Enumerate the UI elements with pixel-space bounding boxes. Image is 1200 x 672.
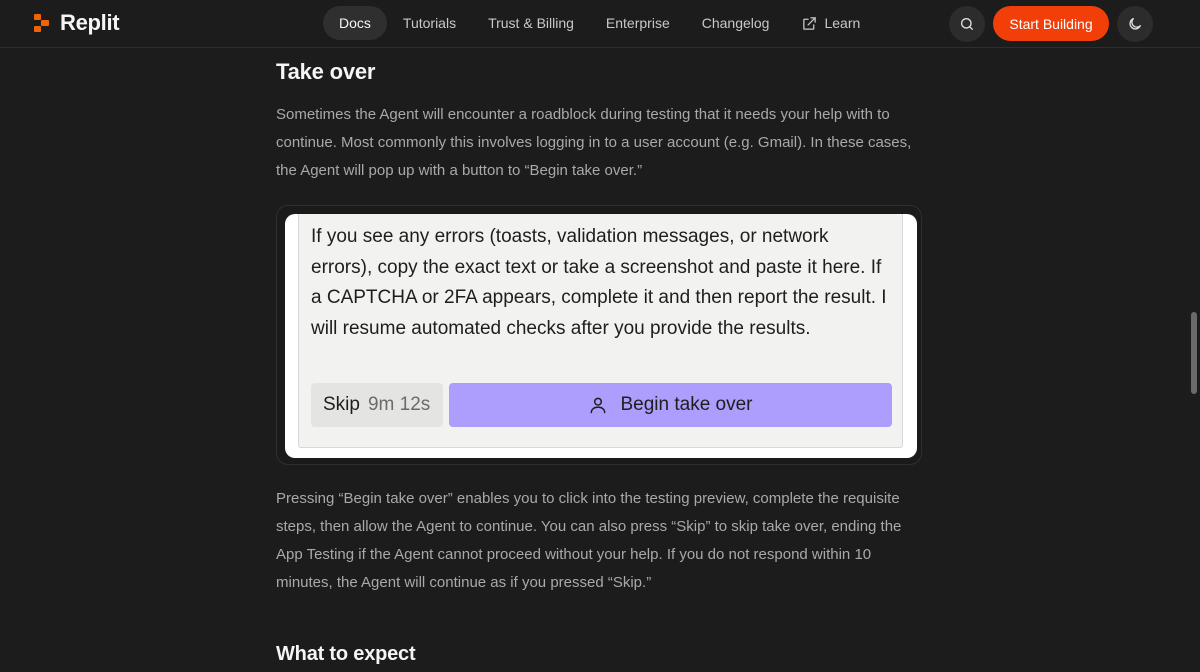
skip-label: Skip	[323, 394, 360, 415]
heading-what-to-expect: What to expect	[276, 643, 416, 665]
nav-trust-billing[interactable]: Trust & Billing	[488, 15, 574, 31]
begin-take-over-button[interactable]	[449, 383, 892, 427]
search-icon	[959, 16, 975, 32]
start-building-button[interactable]: Start Building	[993, 6, 1109, 41]
paragraph-take-over-details: Pressing “Begin take over” enables you to click into the testing preview, complete the requisite steps, then allow the Agent to continue. You can also press “Skip” to skip take over, ending the App Testing if the Agent cannot proceed without your help. If you do not respond within 10 minutes, the Agent will continue as if you pressed “Skip.”	[276, 490, 902, 591]
nav-learn-label: Learn	[824, 15, 861, 31]
take-over-screenshot-figure	[276, 205, 922, 465]
replit-logo-icon	[34, 14, 52, 32]
agent-message-text: If you see any errors (toasts, validation messages, or network errors), copy the exact text or take a screenshot and paste it here. If a CAPTCHA or 2FA appears, complete it and then report the result. I will resume automated checks after you provide the results.	[311, 226, 887, 339]
search-button[interactable]	[949, 6, 985, 42]
agent-message-card	[298, 214, 903, 448]
top-navbar	[0, 0, 1200, 48]
main-nav	[323, 6, 876, 40]
skip-countdown: 9m 12s	[367, 394, 431, 415]
page-scrollbar[interactable]	[1191, 312, 1197, 394]
brand-name: Replit	[60, 10, 120, 35]
nav-enterprise[interactable]: Enterprise	[605, 15, 670, 31]
external-link-icon	[801, 15, 818, 32]
theme-toggle-button[interactable]	[1117, 6, 1153, 42]
nav-docs[interactable]: Docs	[323, 6, 387, 40]
nav-learn[interactable]	[785, 6, 876, 40]
nav-changelog[interactable]: Changelog	[701, 15, 770, 31]
figure-frame	[285, 214, 917, 458]
nav-tutorials[interactable]: Tutorials	[402, 15, 457, 31]
skip-button[interactable]	[311, 383, 443, 427]
heading-take-over: Take over	[276, 59, 376, 84]
replit-logo[interactable]	[34, 10, 119, 36]
user-icon	[588, 395, 608, 415]
begin-take-over-label: Begin take over	[620, 394, 753, 415]
paragraph-take-over-intro: Sometimes the Agent will encounter a roadblock during testing that it needs your help with to continue. Most commonly this involves logging in to a user account (e.g. Gmail). In these cases, the Agent will pop up with a button to “Begin take over.”	[276, 106, 912, 179]
moon-icon	[1127, 16, 1143, 32]
